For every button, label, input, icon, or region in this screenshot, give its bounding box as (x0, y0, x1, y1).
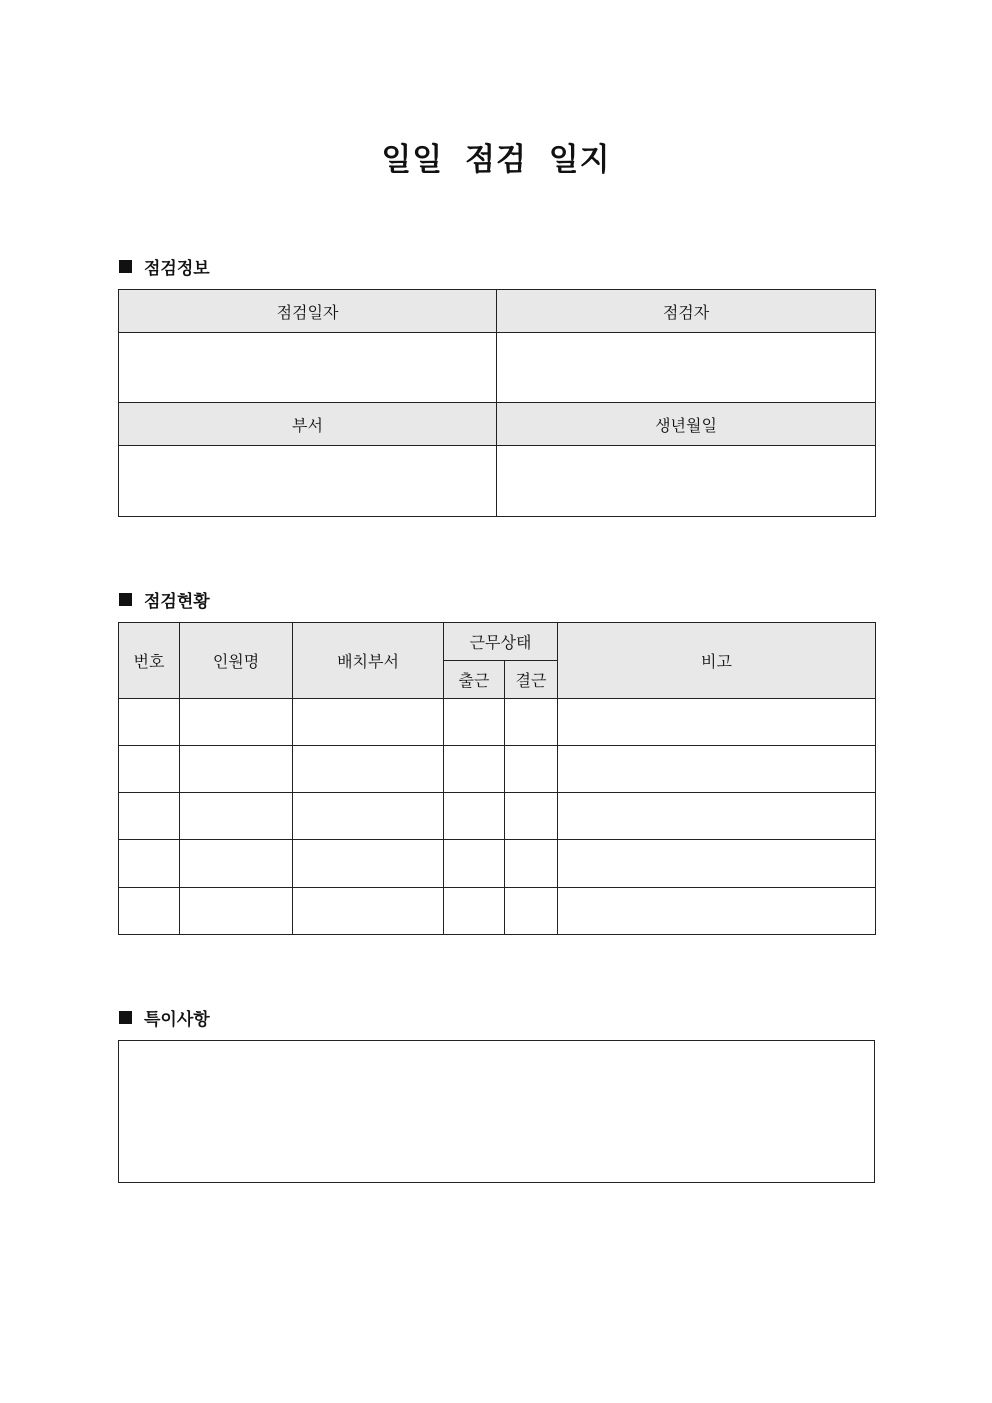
section-heading-label: 특이사항 (144, 1010, 210, 1030)
number-cell[interactable] (119, 840, 180, 888)
name-cell[interactable] (180, 840, 293, 888)
info-table (118, 289, 876, 517)
absent-cell[interactable] (505, 699, 558, 746)
col-header-remarks: 비고 (558, 623, 876, 699)
table-row (119, 699, 876, 746)
present-cell[interactable] (444, 793, 505, 840)
table-row (119, 840, 876, 888)
label-birthdate: 생년월일 (497, 403, 876, 446)
inspection-date-field[interactable] (119, 333, 497, 403)
department-field[interactable] (119, 446, 497, 517)
table-row (119, 888, 876, 935)
present-cell[interactable] (444, 699, 505, 746)
present-cell[interactable] (444, 840, 505, 888)
inspector-field[interactable] (497, 333, 876, 403)
number-cell[interactable] (119, 793, 180, 840)
absent-cell[interactable] (505, 746, 558, 793)
remarks-cell[interactable] (558, 746, 876, 793)
square-bullet-icon (119, 593, 132, 606)
absent-cell[interactable] (505, 840, 558, 888)
col-header-work-status: 근무상태 (444, 623, 558, 661)
birthdate-field[interactable] (497, 446, 876, 517)
special-notes-box[interactable] (118, 1040, 875, 1183)
label-inspector: 점검자 (497, 290, 876, 333)
section-heading-status (119, 587, 210, 612)
table-row (119, 746, 876, 793)
table-row (119, 793, 876, 840)
absent-cell[interactable] (505, 793, 558, 840)
page-title: 일일 점검 일지 (381, 142, 611, 178)
status-table (118, 622, 876, 935)
number-cell[interactable] (119, 746, 180, 793)
label-department: 부서 (119, 403, 497, 446)
present-cell[interactable] (444, 746, 505, 793)
name-cell[interactable] (180, 699, 293, 746)
label-inspection-date: 점검일자 (119, 290, 497, 333)
section-heading-label: 점검정보 (144, 259, 210, 279)
col-header-number: 번호 (119, 623, 180, 699)
section-heading-label: 점검현황 (144, 592, 210, 612)
dept-cell[interactable] (293, 888, 444, 935)
square-bullet-icon (119, 260, 132, 273)
col-header-absent: 결근 (505, 661, 558, 699)
name-cell[interactable] (180, 888, 293, 935)
absent-cell[interactable] (505, 888, 558, 935)
number-cell[interactable] (119, 888, 180, 935)
number-cell[interactable] (119, 699, 180, 746)
present-cell[interactable] (444, 888, 505, 935)
col-header-dept: 배치부서 (293, 623, 444, 699)
name-cell[interactable] (180, 793, 293, 840)
dept-cell[interactable] (293, 746, 444, 793)
name-cell[interactable] (180, 746, 293, 793)
remarks-cell[interactable] (558, 699, 876, 746)
section-heading-notes (119, 1005, 210, 1030)
remarks-cell[interactable] (558, 840, 876, 888)
col-header-name: 인원명 (180, 623, 293, 699)
section-heading-info (119, 254, 210, 279)
dept-cell[interactable] (293, 793, 444, 840)
square-bullet-icon (119, 1011, 132, 1024)
dept-cell[interactable] (293, 699, 444, 746)
col-header-present: 출근 (444, 661, 505, 699)
remarks-cell[interactable] (558, 888, 876, 935)
dept-cell[interactable] (293, 840, 444, 888)
remarks-cell[interactable] (558, 793, 876, 840)
